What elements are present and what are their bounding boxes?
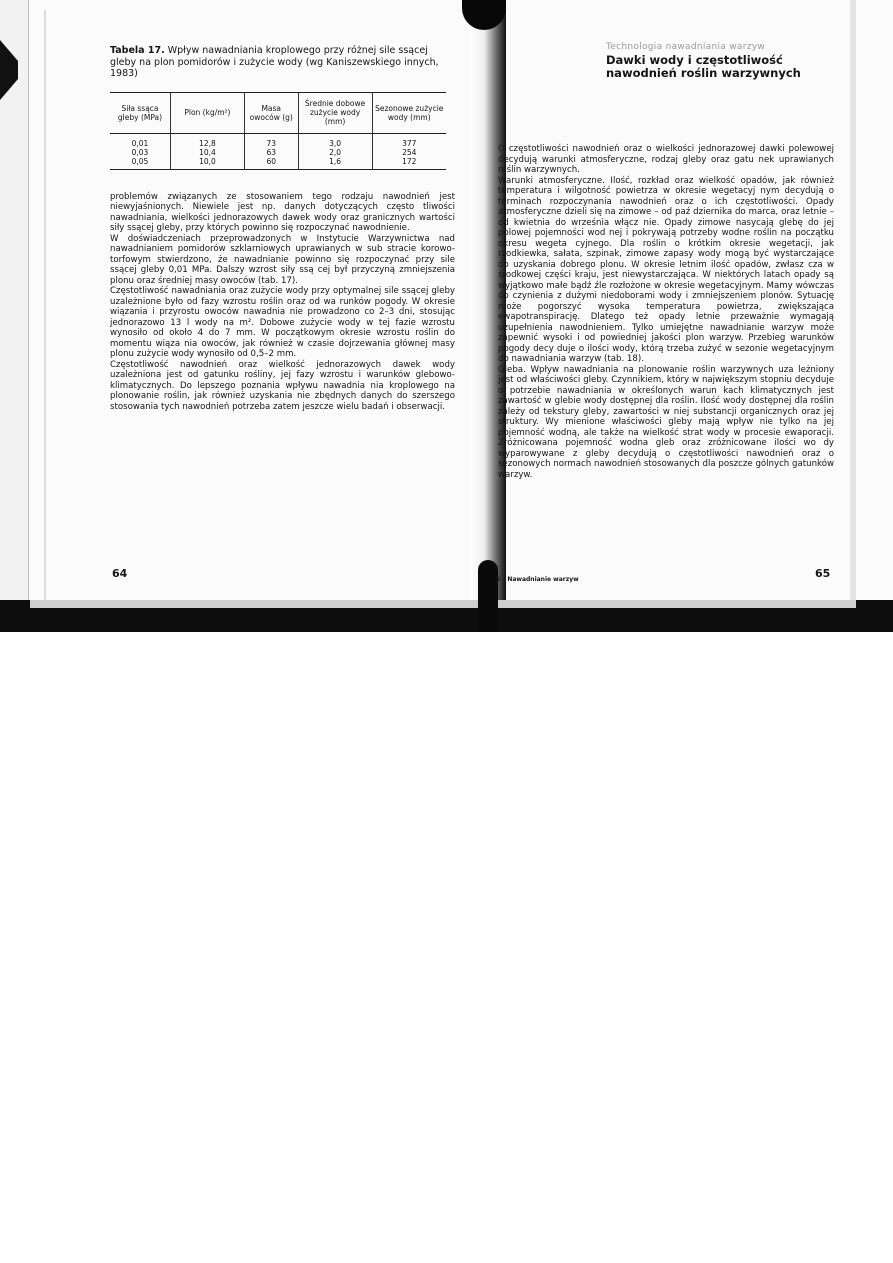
table-cell: 172 [372, 157, 446, 170]
page-number-left: 64 [112, 567, 128, 580]
section-title: Dawki wody i częstotliwość nawodnień roślin warzywnych [606, 53, 801, 80]
table-header-cell: Plon (kg/m²) [170, 92, 244, 133]
page-number-right: 65 [815, 567, 831, 580]
table-cell: 60 [244, 157, 298, 170]
table-caption-label: Tabela 17. [110, 45, 165, 56]
body-paragraph: O częstotliwości nawodnień oraz o wielkości jednorazowej dawki polewowej decydują warunki atmosferyczne, rodzaj gleby oraz gatu nek uprawianych roślin warzywnych. [498, 144, 834, 175]
table-header-cell: Siła ssąca gleby (MPa) [110, 92, 170, 133]
body-paragraph: Gleba. Wpływ nawadniania na plonowanie roślin warzywnych uza leżniony jest od właściwości gleby. Czynnikiem, który w największym stopniu decyduje o potrzebie nawadniania w określonych warun kach klimatycznych jest zawartość w glebie wody dostępnej dla roślin. Ilość wody dostępnej dla roślin zależy od tekstury gleby, zawartości w niej substancji organicznych oraz jej struktury. Wy mienione właściwości gleby mają wpływ nie tylko na jej pojemność wodną, ale także na wielkość strat wody w procesie ewaporacji. Zróżnicowana pojemność wodna gleb oraz zróżnicowane ilości wo dy wyparowywane z gleby decydują o częstotliwości nawodnień oraz o sezonowych normach nawodnień stosowanych dla poszcze gólnych gatunków warzyw. [498, 364, 834, 480]
table-cell: 0,01 [131, 138, 149, 148]
scanner-bottom-edge [0, 600, 893, 632]
left-page [110, 40, 455, 412]
table-row [110, 157, 446, 170]
table-header-cell: Sezonowe zużycie wody (mm) [372, 92, 446, 133]
table-cell: 2,0 [298, 148, 372, 157]
table-caption-text: Wpływ nawadniania kroplowego przy różnej sile ssącej gleby na plon pomidorów i zużycie wody (wg Kaniszewskiego innych, 1983) [110, 45, 439, 79]
table-cell: 73 [244, 133, 298, 148]
body-paragraph: Częstotliwość nawadniania oraz zużycie wody przy optymalnej sile ssącej gleby uzależnione było od fazy wzrostu roślin oraz od wa runków pogody. W okresie wiązania i przyrostu owoców nawadnia nie prowadzono co 2–3 dni, stosując jednorazowo 13 l wody na m². Dobowe zużycie wody w tej fazie wzrostu wynosiło od około 4 do 7 mm. W początkowym okresie wzrostu roślin do momentu wiąza nia owoców, jak również w czasie dojrzewania głównej masy plonu zużycie wody wynosiło od 0,5–2 mm. [110, 286, 455, 359]
table-cell: 10,0 [170, 157, 244, 170]
table-row [110, 133, 446, 148]
body-paragraph: W doświadczeniach przeprowadzonych w Instytucie Warzywnictwa nad nawadnianiem pomidorów szklarniowych uprawianych w sub stracie korowo-torfowym stwierdzono, że nawadnianie powinno się rozpoczynać przy sile ssącej gleby 0,01 MPa. Dalszy wzrost siły ssą cej był przyczyną zmniejszenia plonu oraz średniej masy owoców (tab. 17). [110, 233, 455, 286]
left-page-body [110, 192, 455, 413]
table-cell: 1,6 [298, 157, 372, 170]
table-cell: 12,8 [170, 133, 244, 148]
table-cell: 0,05 [110, 157, 170, 170]
table-cell: 3,0 [298, 133, 372, 148]
running-head: Technologia nawadniania warzyw [606, 42, 766, 52]
table-cell: 0,03 [131, 147, 149, 157]
spine-shadow-bottom [478, 560, 498, 632]
table-header-row [110, 92, 446, 133]
table-row [110, 148, 446, 157]
scanner-edge-highlight [30, 600, 856, 608]
table-cell: 377 [372, 133, 446, 148]
table-header-cell: Średnie dobowe zużycie wody (mm) [298, 92, 372, 133]
right-margin-shadow [850, 0, 856, 600]
body-paragraph: problemów związanych ze stosowaniem tego rodzaju nawodnień jest niewyjaśnionych. Niewiele jest np. danych dotyczących często tliwości nawadniania, wielkości jednorazowych dawek wody oraz granicznych wartości siły ssącej gleby, przy których powinno się rozpoczynać nawodnienie. [110, 191, 455, 233]
table-cell: 63 [244, 148, 298, 157]
table-cell: 10,4 [170, 148, 244, 157]
body-paragraph: Częstotliwość nawodnień oraz wielkość jednorazowych dawek wody uzależniona jest od gatunku rośliny, jej fazy wzrostu i warunków glebowo-klimatycznych. Do lepszego poznania wpływu nawadnia nia kroplowego na plonowanie roślin, jak również uzyskania nie zbędnych danych do szerszego stosowania tych nawodnień potrzeba zatem jeszcze wielu badań i obserwacji. [110, 359, 455, 412]
table-header-cell: Masa owoców (g) [244, 92, 298, 133]
right-page [498, 40, 834, 480]
right-page-body [498, 144, 834, 480]
table-cell: 254 [372, 148, 446, 157]
body-paragraph: Warunki atmosferyczne. Ilość, rozkład oraz wielkość opadów, jak również temperatura i wilgotność powietrza w okresie wegetacyj nym decydują o terminach rozpoczynania nawodnień oraz o ich częstotliwości. Opady atmosferyczne dzieli się na zimowe – od paź dziernika do marca, oraz letnie – od kwietnia do września włącz nie. Opady zimowe nasycają glebę do jej polowej pojemności wod nej i pokrywają potrzeby wodne roślin na początku okresu wegeta cyjnego. Dla roślin o krótkim okresie wegetacji, jak rzodkiewka, sałata, szpinak, zimowe zapasy wody mogą być wystarczające do uzyskania dobrego plonu. W okresie letnim ilość opadów, zwłasz cza w środkowej części kraju, jest niewystarczająca. W niektórych latach opady są wyjątkowo małe bądź źle rozłożone w okresie wegetacyjnym. Mamy wówczas do czynienia z dużymi niedoborami wody i zmniejszeniem plonów. Sytuację może pogorszyć wysoka temperatura powietrza, zwiększająca ewapotranspirację. Dlatego też opady letnie przeważnie wymagają uzupełnienia nawodnieniem. Tylko umiejętne nawadnianie warzyw może zapewnić wysoki i od powiedniej jakości plon warzyw. Przebieg warunków pogody decy duje o ilości wody, którą trzeba zużyć w sezonie wegetacyjnym do nawadniania warzyw (tab. 18). [498, 175, 834, 364]
table-caption [110, 45, 455, 80]
signature-mark: 5 – Nawadnianie warzyw [496, 576, 579, 583]
data-table [110, 92, 446, 170]
left-margin-shadow [44, 10, 46, 600]
